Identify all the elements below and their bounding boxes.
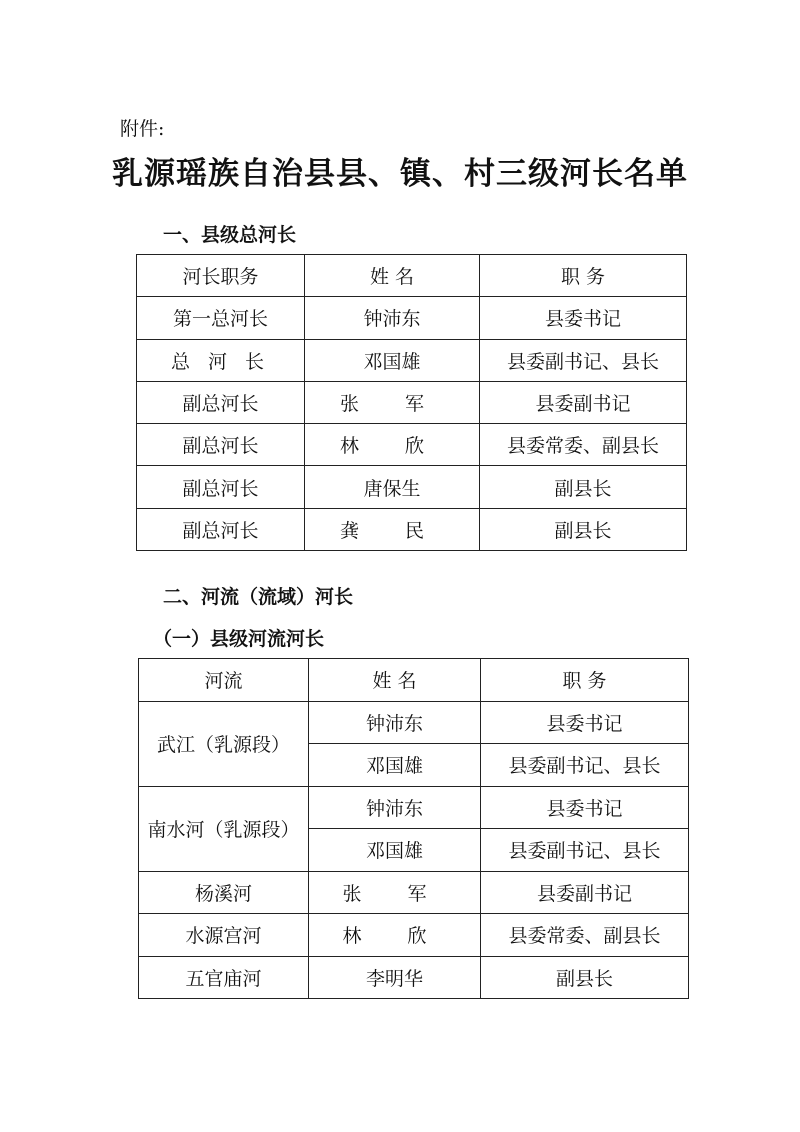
river-cell: 杨溪河 <box>139 871 309 914</box>
name-cell: 邓国雄 <box>305 339 480 381</box>
position-cell: 县委书记 <box>481 701 689 744</box>
section-heading-county-chief: 一、县级总河长 <box>163 224 297 246</box>
table-row <box>137 424 687 466</box>
column-header: 职 务 <box>481 659 689 702</box>
name-cell: 张 军 <box>305 381 480 423</box>
county-chief-table <box>136 254 687 551</box>
river-cell: 五官庙河 <box>139 956 309 999</box>
name-cell: 邓国雄 <box>309 744 481 787</box>
table-header-row <box>137 255 687 297</box>
table-row <box>139 914 689 957</box>
county-river-chief-table <box>138 658 689 999</box>
table-row <box>137 508 687 550</box>
table-row <box>137 466 687 508</box>
role-cell: 总 河 长 <box>137 339 305 381</box>
name-cell: 邓国雄 <box>309 829 481 872</box>
river-cell: 水源宫河 <box>139 914 309 957</box>
column-header: 职 务 <box>480 255 687 297</box>
river-cell: 南水河（乳源段） <box>139 786 309 871</box>
position-cell: 县委副书记 <box>481 871 689 914</box>
name-cell: 唐保生 <box>305 466 480 508</box>
column-header: 姓 名 <box>309 659 481 702</box>
position-cell: 县委副书记 <box>480 381 687 423</box>
column-header: 姓 名 <box>305 255 480 297</box>
position-cell: 县委副书记、县长 <box>481 829 689 872</box>
subsection-heading-county-river: （一）县级河流河长 <box>153 628 325 650</box>
name-cell: 林 欣 <box>305 424 480 466</box>
document-title: 乳源瑶族自治县县、镇、村三级河长名单 <box>112 156 688 192</box>
name-cell: 龚 民 <box>305 508 480 550</box>
table-row <box>139 701 689 744</box>
role-cell: 第一总河长 <box>137 297 305 339</box>
role-cell: 副总河长 <box>137 466 305 508</box>
column-header: 河长职务 <box>137 255 305 297</box>
table-row <box>137 381 687 423</box>
position-cell: 县委书记 <box>481 786 689 829</box>
position-cell: 副县长 <box>480 466 687 508</box>
table-row <box>137 339 687 381</box>
column-header: 河流 <box>139 659 309 702</box>
position-cell: 县委副书记、县长 <box>481 744 689 787</box>
name-cell: 钟沛东 <box>309 786 481 829</box>
river-cell: 武江（乳源段） <box>139 701 309 786</box>
role-cell: 副总河长 <box>137 508 305 550</box>
section-heading-river-chief: 二、河流（流域）河长 <box>163 586 354 608</box>
position-cell: 县委常委、副县长 <box>481 914 689 957</box>
name-cell: 张 军 <box>309 871 481 914</box>
role-cell: 副总河长 <box>137 424 305 466</box>
table-header-row <box>139 659 689 702</box>
name-cell: 林 欣 <box>309 914 481 957</box>
position-cell: 县委副书记、县长 <box>480 339 687 381</box>
position-cell: 副县长 <box>480 508 687 550</box>
position-cell: 县委书记 <box>480 297 687 339</box>
name-cell: 钟沛东 <box>305 297 480 339</box>
table-row <box>137 297 687 339</box>
role-cell: 副总河长 <box>137 381 305 423</box>
name-cell: 钟沛东 <box>309 701 481 744</box>
table-row <box>139 871 689 914</box>
table-row <box>139 786 689 829</box>
table-row <box>139 956 689 999</box>
position-cell: 县委常委、副县长 <box>480 424 687 466</box>
name-cell: 李明华 <box>309 956 481 999</box>
attachment-label: 附件: <box>120 118 165 140</box>
position-cell: 副县长 <box>481 956 689 999</box>
